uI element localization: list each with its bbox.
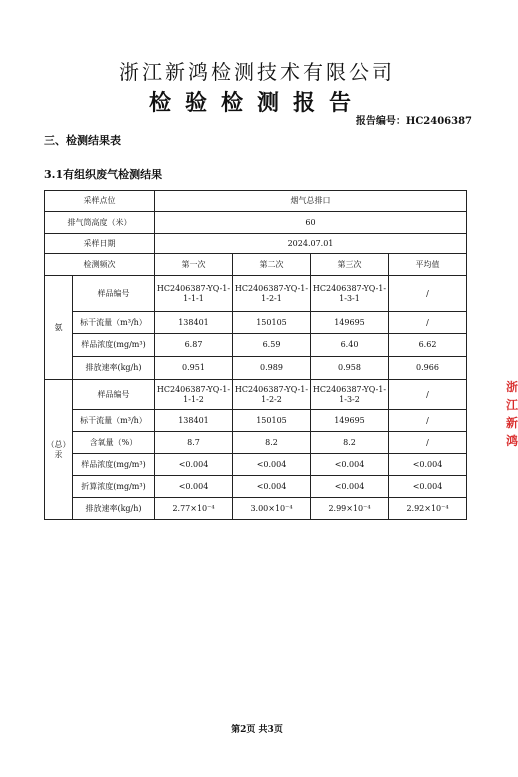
report-number — [356, 112, 472, 127]
report-number-label: 报告编号： — [355, 116, 406, 127]
table-row — [45, 312, 467, 334]
sampling-date-label: 采样日期 — [45, 234, 155, 254]
sampling-point-value: 烟气总排口 — [155, 191, 467, 212]
company-name: 浙江新鸿检测技术有限公司 — [119, 60, 395, 84]
table-row — [45, 432, 467, 454]
cell: / — [389, 380, 467, 410]
cell: <0.004 — [311, 454, 389, 476]
stack-height-value: 60 — [155, 212, 467, 234]
report-title: 检验检测报告 — [148, 90, 365, 116]
cell: / — [389, 432, 467, 454]
cell: / — [389, 276, 467, 312]
cell: 0.989 — [233, 357, 311, 380]
col-header-3: 第三次 — [311, 254, 389, 276]
cell: 150105 — [233, 410, 311, 432]
sampling-point-label: 采样点位 — [45, 191, 155, 212]
section-title: 三、检测结果表 — [44, 134, 121, 147]
results-table — [44, 190, 467, 520]
mercury-label: （总）汞 — [45, 380, 73, 520]
col-header-1: 第一次 — [155, 254, 233, 276]
cell: 8.2 — [311, 432, 389, 454]
table-row — [45, 476, 467, 498]
cell: <0.004 — [233, 476, 311, 498]
cell: / — [389, 312, 467, 334]
cell: 8.7 — [155, 432, 233, 454]
cell: 6.62 — [389, 334, 467, 357]
cell: HC2406387-YQ-1-1-2-1 — [233, 276, 311, 312]
table-row — [45, 357, 467, 380]
cell: / — [389, 410, 467, 432]
row-label: 排放速率(kg/h) — [73, 357, 155, 380]
cell: <0.004 — [233, 454, 311, 476]
cell: HC2406387-YQ-1-1-1-2 — [155, 380, 233, 410]
seal-stamp-fragment — [506, 378, 518, 488]
cell: 149695 — [311, 312, 389, 334]
cell: HC2406387-YQ-1-1-3-1 — [311, 276, 389, 312]
cell: 6.40 — [311, 334, 389, 357]
table-row — [45, 498, 467, 520]
cell: <0.004 — [389, 454, 467, 476]
cell: 3.00×10⁻⁴ — [233, 498, 311, 520]
cell: 0.958 — [311, 357, 389, 380]
cell: 6.87 — [155, 334, 233, 357]
row-label: 标干流量（m³/h） — [73, 312, 155, 334]
page-footer: 第2页 共3页 — [231, 725, 283, 735]
col-header-2: 第二次 — [233, 254, 311, 276]
cell: 138401 — [155, 410, 233, 432]
row-label: 样品编号 — [73, 276, 155, 312]
table-row — [45, 380, 467, 410]
table-row — [45, 212, 467, 234]
cell: HC2406387-YQ-1-1-3-2 — [311, 380, 389, 410]
row-label: 折算浓度(mg/m³) — [73, 476, 155, 498]
subsection-title: 3.1有组织废气检测结果 — [44, 168, 163, 181]
ammonia-label: 氨 — [45, 276, 73, 380]
col-header-avg: 平均值 — [389, 254, 467, 276]
table-row — [45, 254, 467, 276]
frequency-label: 检测频次 — [45, 254, 155, 276]
cell: 0.966 — [389, 357, 467, 380]
cell: HC2406387-YQ-1-1-2-2 — [233, 380, 311, 410]
seal-stamp-text: 浙江新鸿 — [506, 380, 518, 448]
cell: <0.004 — [155, 454, 233, 476]
cell: 2.99×10⁻⁴ — [311, 498, 389, 520]
cell: <0.004 — [311, 476, 389, 498]
cell: 150105 — [233, 312, 311, 334]
table-row — [45, 454, 467, 476]
cell: 8.2 — [233, 432, 311, 454]
row-label: 样品浓度(mg/m³) — [73, 334, 155, 357]
cell: <0.004 — [389, 476, 467, 498]
row-label: 标干流量（m³/h） — [73, 410, 155, 432]
cell: 2.92×10⁻⁴ — [389, 498, 467, 520]
table-row — [45, 276, 467, 312]
row-label: 样品编号 — [73, 380, 155, 410]
cell: 2.77×10⁻⁴ — [155, 498, 233, 520]
sampling-date-value: 2024.07.01 — [155, 234, 467, 254]
table-row — [45, 334, 467, 357]
table-row — [45, 191, 467, 212]
row-label: 含氧量（%） — [73, 432, 155, 454]
cell: 6.59 — [233, 334, 311, 357]
cell: 0.951 — [155, 357, 233, 380]
stack-height-label: 排气筒高度（米） — [45, 212, 155, 234]
report-number-value: HC2406387 — [405, 116, 472, 127]
cell: HC2406387-YQ-1-1-1-1 — [155, 276, 233, 312]
cell: 138401 — [155, 312, 233, 334]
row-label: 样品浓度(mg/m³) — [73, 454, 155, 476]
cell: 149695 — [311, 410, 389, 432]
table-row — [45, 410, 467, 432]
cell: <0.004 — [155, 476, 233, 498]
row-label: 排放速率(kg/h) — [73, 498, 155, 520]
table-row — [45, 234, 467, 254]
